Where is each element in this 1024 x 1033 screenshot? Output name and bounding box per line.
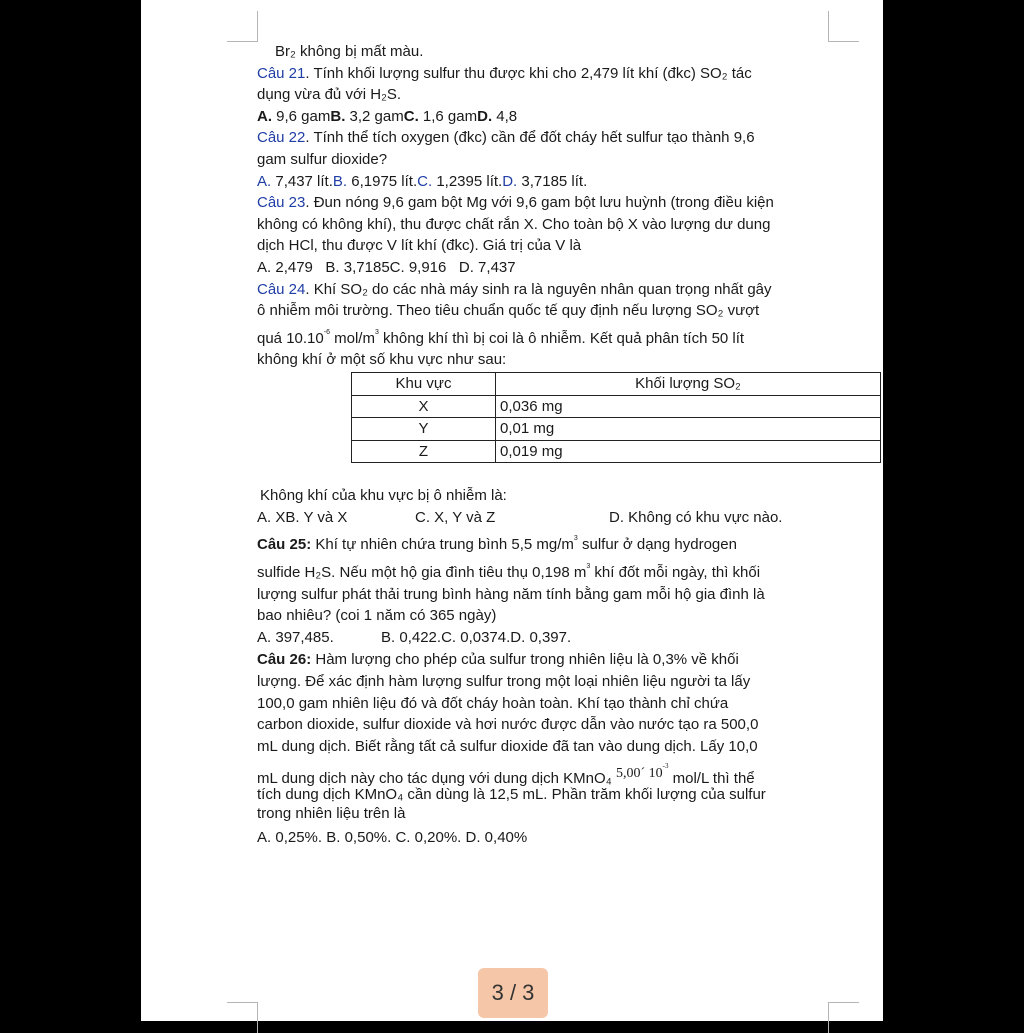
table-cell: 0,036 mg	[496, 395, 881, 418]
question-label: Câu 25:	[257, 536, 312, 554]
option-text: 1,2395 lít.	[432, 172, 503, 190]
option-text: 9,6 gam	[272, 107, 331, 125]
text-line: lượng sulfur phát thải trung bình hàng năm tính bằng gam mỗi hộ gia đình là	[257, 585, 765, 603]
option-label: D.	[609, 508, 624, 526]
option-label: D.	[458, 258, 474, 276]
table-cell: Y	[352, 418, 496, 441]
text-line: Br₂ không bị mất màu.	[275, 43, 424, 60]
option-label: B.	[325, 258, 340, 276]
option-label: A.	[257, 628, 272, 646]
option-label: A.	[257, 258, 272, 276]
text-line	[257, 556, 837, 584]
question-22	[257, 127, 837, 149]
table-header-cell: Khu vực	[352, 372, 496, 395]
option-label: A.	[257, 829, 272, 846]
superscript: 3	[573, 535, 578, 543]
option-text: 3,7185 lít.	[517, 172, 588, 190]
option-text: X	[271, 508, 286, 526]
option-label: C.	[415, 508, 430, 526]
option-text: 0,422.	[395, 628, 442, 646]
option-text: 0,397.	[525, 628, 572, 646]
text-fragment: quá 10.10	[257, 329, 324, 347]
text-line: 100,0 gam nhiên liệu đó và đốt cháy hoàn toàn. Khí tạo thành chỉ chứa	[257, 694, 729, 712]
question-text: sulfur ở dạng hydrogen	[577, 536, 737, 554]
crop-mark-bottom-right	[828, 1002, 859, 1033]
option-text: Không có khu vực nào.	[624, 508, 783, 526]
table-header-row	[352, 372, 881, 395]
option-label: B.	[330, 107, 346, 125]
table-cell: Z	[352, 440, 496, 463]
option-label: B.	[285, 508, 300, 526]
text-line: không có không khí), thu được chất rắn X. Cho toàn bộ X vào lượng dư dung	[257, 215, 771, 233]
crop-mark-top-left	[227, 11, 258, 42]
text-fragment: khí đốt mỗi ngày, thì khối	[590, 564, 761, 582]
option-label: C.	[389, 258, 405, 276]
question-24	[257, 279, 837, 301]
option-label: D.	[477, 107, 493, 125]
question-26	[257, 649, 837, 671]
question-23	[257, 192, 837, 214]
superscript: -3	[662, 762, 669, 771]
page-content	[257, 41, 837, 849]
option-text: 0,50%.	[340, 829, 392, 846]
option-text: 3,2 gam	[345, 107, 404, 125]
text-line: ô nhiễm môi trường. Theo tiêu chuẩn quốc tế quy định nếu lượng SO₂ vượt	[257, 302, 760, 320]
text-line: gam sulfur dioxide?	[257, 150, 388, 168]
text-line: tích dung dịch KMnO₄ cần dùng là 12,5 mL. Phần trăm khối lượng của sulfur	[257, 786, 766, 804]
text-line: Không khí của khu vực bị ô nhiễm là:	[260, 487, 507, 505]
option-label: C.	[417, 172, 433, 190]
option-text: 3,7185	[339, 258, 390, 276]
option-label: A.	[257, 172, 272, 190]
page-indicator[interactable]: 3 / 3	[478, 968, 548, 1018]
superscript: 3	[586, 563, 591, 571]
text-line: không khí ở một số khu vực như sau:	[257, 351, 507, 369]
table-cell: X	[352, 395, 496, 418]
question-text: . Khí SO₂ do các nhà máy sinh ra là nguyên nhân quan trọng nhất gây	[305, 280, 772, 298]
text-line	[257, 322, 837, 350]
text-line: bao nhiêu? (coi 1 năm có 365 ngày)	[257, 607, 497, 625]
concentration-formula	[615, 762, 669, 782]
so2-table	[351, 372, 881, 463]
option-text: 7,437	[473, 258, 516, 276]
text-line: mL dung dịch. Biết rằng tất cả sulfur dioxide đã tan vào dung dịch. Lấy 10,0	[257, 737, 758, 755]
option-text: X, Y và Z	[430, 508, 496, 526]
option-text: Y và X	[299, 508, 348, 526]
option-text: 6,1975 lít.	[347, 172, 418, 190]
text-line: trong nhiên liệu trên là	[257, 805, 406, 823]
question-text: . Tính thể tích oxygen (đkc) cần để đốt cháy hết sulfur tạo thành 9,6	[305, 129, 755, 147]
option-label: C.	[395, 829, 411, 846]
text-line: dịch HCl, thu được V lít khí (đkc). Giá trị của V là	[257, 237, 582, 255]
question-text: . Đun nóng 9,6 gam bột Mg với 9,6 gam bột lưu huỳnh (trong điều kiện	[305, 194, 774, 212]
answer-options	[257, 827, 837, 849]
answer-options	[257, 507, 837, 529]
answer-options	[257, 171, 837, 193]
table-cell: 0,01 mg	[496, 418, 881, 441]
option-text: 0,0374.	[456, 628, 511, 646]
option-text: 1,6 gam	[418, 107, 478, 125]
question-label: Câu 26:	[257, 651, 312, 669]
option-label: D.	[465, 829, 481, 846]
option-label: B.	[381, 628, 396, 646]
document-page	[141, 0, 883, 1021]
text-fragment: mol/L thì thể	[668, 770, 755, 788]
answer-options	[257, 106, 837, 128]
option-label: B.	[326, 829, 341, 846]
answer-options	[257, 257, 837, 279]
text-line	[257, 762, 837, 788]
text-line: lượng. Để xác định hàm lượng sulfur trong một loại nhiên liệu người ta lấy	[257, 673, 751, 691]
question-25	[257, 528, 837, 556]
question-label: Câu 22	[257, 129, 306, 147]
crop-mark-top-right	[828, 11, 859, 42]
option-text: 397,485.	[271, 628, 334, 646]
crop-mark-bottom-left	[227, 1002, 258, 1033]
text-line: dụng vừa đủ với H₂S.	[257, 86, 402, 104]
question-label: Câu 24	[257, 280, 306, 298]
formula-text: 5,00´ 10	[615, 766, 663, 782]
option-label: C.	[403, 107, 419, 125]
table-row	[352, 395, 881, 418]
superscript: 3	[374, 328, 379, 336]
table-row	[352, 440, 881, 463]
question-label: Câu 21	[257, 64, 306, 82]
text-fragment: mol/m	[329, 329, 375, 347]
option-label: C.	[441, 628, 457, 646]
table-row	[352, 418, 881, 441]
text-fragment: không khí thì bị coi là ô nhiễm. Kết quả phân tích 50 lít	[378, 329, 745, 347]
table-cell: 0,019 mg	[496, 440, 881, 463]
superscript: -6	[323, 328, 330, 336]
option-label: D.	[510, 628, 526, 646]
option-text: 0,25%.	[271, 829, 323, 846]
text-line: carbon dioxide, sulfur dioxide và hơi nước được dẫn vào nước tạo ra 500,0	[257, 716, 759, 734]
option-text: 0,40%	[480, 829, 528, 846]
option-text: 2,479	[271, 258, 313, 276]
answer-options	[257, 627, 837, 649]
question-21	[257, 63, 837, 85]
text-fragment: mL dung dịch này cho tác dụng với dung dịch KMnO₄	[257, 770, 616, 788]
option-label: D.	[502, 172, 518, 190]
option-label: A.	[257, 508, 272, 526]
option-text: 4,8	[492, 107, 518, 125]
table-header-cell: Khối lượng SO₂	[496, 372, 881, 395]
text-fragment: sulfide H₂S. Nếu một hộ gia đình tiêu thụ 0,198 m	[257, 564, 587, 582]
option-label: B.	[332, 172, 348, 190]
question-label: Câu 23	[257, 194, 306, 212]
option-text: 9,916	[404, 258, 447, 276]
option-text: 7,437 lít.	[271, 172, 333, 190]
option-label: A.	[257, 107, 272, 125]
question-text: . Tính khối lượng sulfur thu được khi cho 2,479 lít khí (đkc) SO₂ tác	[305, 64, 752, 82]
question-text: Khí tự nhiên chứa trung bình 5,5 mg/m	[311, 536, 574, 554]
option-text: 0,20%.	[410, 829, 462, 846]
question-text: Hàm lượng cho phép của sulfur trong nhiên liệu là 0,3% về khối	[311, 651, 739, 669]
